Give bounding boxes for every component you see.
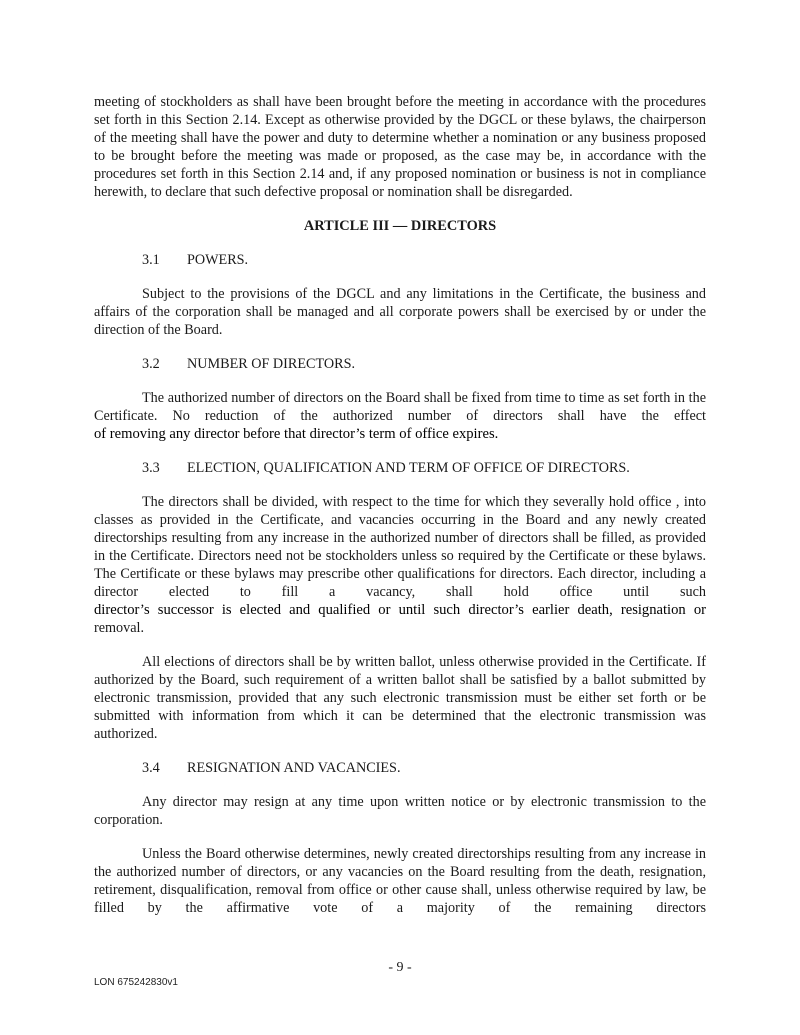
- section-3-2-paragraph-end: of removing any director before that director’s term of office expires.: [94, 426, 499, 442]
- continuation-paragraph: meeting of stockholders as shall have been brought before the meeting in accordance with the procedures set forth in this Section 2.14. Except as otherwise provided by the DGCL or these bylaws, the chairperson of the meeting shall have the power and duty to determine whether a nomination or any business proposed to be brought before the meeting was made or proposed, as the case may be, in accordance with the procedures set forth in this Section 2.14 and, if any proposed nomination or business is not in compliance herewith, to declare that such defective proposal or nomination shall be disregarded.: [94, 94, 706, 200]
- section-heading-3-2: [142, 355, 706, 373]
- section-title: ELECTION, QUALIFICATION AND TERM OF OFFICE OF DIRECTORS.: [187, 460, 630, 476]
- section-title: NUMBER OF DIRECTORS.: [187, 356, 356, 372]
- section-3-3-paragraph-1: The directors shall be divided, with respect to the time for which they severally hold office , into classes as provided in the Certificate, and vacancies occurring in the Board and any newly created directorships resulting from any increase in the authorized number of directors shall be filled, as provided in the Certificate. Directors need not be stockholders unless so required by the Certificate or these bylaws. The Certificate or these bylaws may prescribe other qualifications for directors. Each director, including a director elected to fill a vacancy, shall hold office until such: [94, 494, 706, 600]
- section-3-3-paragraph-1-cont: director’s successor is elected and qualified or until such director’s earlier death, resignation or: [94, 602, 706, 618]
- page-number: - 9 -: [388, 960, 412, 975]
- document-page: [94, 93, 706, 917]
- section-3-2-paragraph: The authorized number of directors on the Board shall be fixed from time to time as set forth in the Certificate. No reduction of the authorized number of directors shall have the effect: [94, 390, 706, 424]
- section-number: 3.2: [142, 356, 160, 372]
- section-3-4-paragraph-1: Any director may resign at any time upon written notice or by electronic transmission to the corporation.: [94, 794, 706, 828]
- article-heading: ARTICLE III — DIRECTORS: [303, 218, 497, 234]
- section-heading-3-3: [142, 459, 706, 477]
- section-heading-3-1: [142, 251, 706, 269]
- section-3-3-paragraph-2: All elections of directors shall be by written ballot, unless otherwise provided in the Certificate. If authorized by the Board, such requirement of a written ballot shall be satisfied by a ballot submitted by electronic transmission, provided that any such electronic transmission must be either set forth or be submitted with information from which it can be determined that the electronic transmission was authorized.: [94, 654, 706, 742]
- section-3-3-paragraph-1-end: removal.: [94, 620, 145, 636]
- section-title: RESIGNATION AND VACANCIES.: [187, 760, 401, 776]
- document-id: LON 675242830v1: [94, 977, 178, 988]
- section-number: 3.1: [142, 252, 160, 268]
- section-heading-3-4: [142, 759, 706, 777]
- section-number: 3.3: [142, 460, 160, 476]
- section-number: 3.4: [142, 760, 160, 776]
- section-3-1-paragraph: Subject to the provisions of the DGCL and any limitations in the Certificate, the business and affairs of the corporation shall be managed and all corporate powers shall be exercised by or under the direction of the Board.: [94, 286, 706, 338]
- section-title: POWERS.: [187, 252, 249, 268]
- section-3-4-paragraph-2: Unless the Board otherwise determines, newly created directorships resulting from any increase in the authorized number of directors, or any vacancies on the Board resulting from the death, resignation, retirement, disqualification, removal from office or other cause shall, unless otherwise required by law, be filled by the affirmative vote of a majority of the remaining directors: [94, 846, 706, 916]
